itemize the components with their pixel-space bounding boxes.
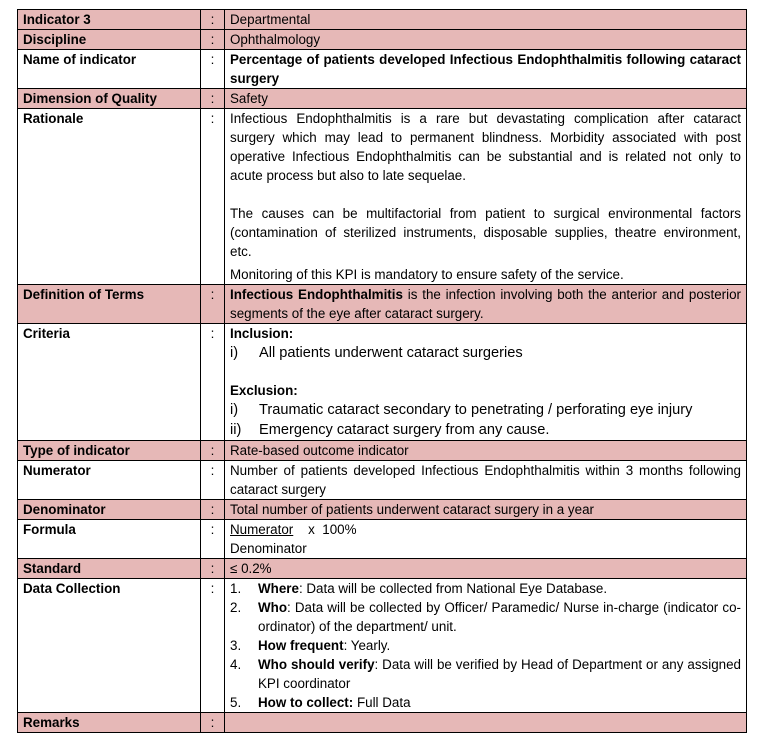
rationale-paragraph-2: The causes can be multifactorial from patient to surgical environmental factors (contamination of sterilized instruments, disposable supplies, theatre environment, etc.	[230, 206, 741, 259]
row-numerator	[18, 461, 747, 500]
data-collection-list	[230, 579, 741, 712]
dimension-label: Dimension of Quality	[18, 89, 201, 109]
separator: :	[201, 89, 225, 109]
criteria-value	[225, 324, 747, 441]
formula-numerator: Numerator	[230, 522, 294, 537]
data-collection-item: 3. How frequent: Yearly.	[230, 638, 391, 653]
definition-value	[225, 285, 747, 324]
row-denominator	[18, 500, 747, 520]
data-collection-value	[225, 579, 747, 713]
criteria-label: Criteria	[18, 324, 201, 441]
denominator-value: Total number of patients underwent cataract surgery in a year	[225, 500, 747, 520]
name-value: Percentage of patients developed Infectious Endophthalmitis following cataract surgery	[225, 50, 747, 89]
separator: :	[201, 559, 225, 579]
row-formula	[18, 520, 747, 559]
data-collection-label: Data Collection	[18, 579, 201, 713]
separator: :	[201, 441, 225, 461]
remarks-label: Remarks	[18, 713, 201, 733]
row-standard	[18, 559, 747, 579]
definition-text: is the infection involving both the anterior and posterior segments of the eye after cataract surgery.	[230, 287, 741, 321]
formula-label: Formula	[18, 520, 201, 559]
separator: :	[201, 109, 225, 285]
denominator-label: Denominator	[18, 500, 201, 520]
exclusion-item: i) Traumatic cataract secondary to penetrating / perforating eye injury	[230, 402, 693, 418]
numerator-value: Number of patients developed Infectious Endophthalmitis within 3 months following cataract surgery	[225, 461, 747, 500]
rationale-value	[225, 109, 747, 285]
row-type	[18, 441, 747, 461]
data-collection-item: 1. Where: Data will be collected from National Eye Database.	[230, 581, 608, 596]
rationale-paragraph-1: Infectious Endophthalmitis is a rare but devastating complication after cataract surgery which may lead to permanent blindness. Morbidity associated with post operative Infectious Endophthalmitis can be substantial and is related not only to acute process but also to late sequelae.	[230, 111, 741, 183]
indicator-label: Indicator 3	[18, 10, 201, 30]
exclusion-item: ii) Emergency cataract surgery from any cause.	[230, 422, 550, 438]
formula-value	[225, 520, 747, 559]
inclusion-item: i) All patients underwent cataract surgeries	[230, 345, 523, 361]
row-remarks	[18, 713, 747, 733]
separator: :	[201, 30, 225, 50]
separator: :	[201, 520, 225, 559]
discipline-value: Ophthalmology	[225, 30, 747, 50]
data-collection-item: 2. Who: Data will be collected by Officer/ Paramedic/ Nurse in-charge (indicator co-ordinator) of the department/ unit.	[230, 600, 741, 634]
formula-multiplier: x 100%	[308, 522, 357, 537]
row-criteria	[18, 324, 747, 441]
rationale-paragraph-3: Monitoring of this KPI is mandatory to ensure safety of the service.	[230, 267, 624, 282]
separator: :	[201, 324, 225, 441]
discipline-label: Discipline	[18, 30, 201, 50]
name-label: Name of indicator	[18, 50, 201, 89]
separator: :	[201, 500, 225, 520]
row-indicator	[18, 10, 747, 30]
separator: :	[201, 285, 225, 324]
standard-value: ≤ 0.2%	[225, 559, 747, 579]
formula-denominator: Denominator	[230, 541, 307, 556]
kpi-table	[17, 9, 747, 733]
row-definition	[18, 285, 747, 324]
row-rationale	[18, 109, 747, 285]
definition-term: Infectious Endophthalmitis	[230, 287, 403, 302]
type-label: Type of indicator	[18, 441, 201, 461]
separator: :	[201, 50, 225, 89]
dimension-value: Safety	[225, 89, 747, 109]
exclusion-heading: Exclusion:	[230, 383, 298, 398]
type-value: Rate-based outcome indicator	[225, 441, 747, 461]
data-collection-item: 4. Who should verify: Data will be verified by Head of Department or any assigned KPI coordinator	[230, 657, 741, 691]
definition-label: Definition of Terms	[18, 285, 201, 324]
numerator-label: Numerator	[18, 461, 201, 500]
separator: :	[201, 461, 225, 500]
row-dimension	[18, 89, 747, 109]
separator: :	[201, 713, 225, 733]
data-collection-item: 5. How to collect: Full Data	[230, 695, 411, 710]
separator: :	[201, 579, 225, 713]
rationale-label: Rationale	[18, 109, 201, 285]
standard-label: Standard	[18, 559, 201, 579]
row-data-collection	[18, 579, 747, 713]
indicator-value: Departmental	[225, 10, 747, 30]
remarks-value	[225, 713, 747, 733]
row-name	[18, 50, 747, 89]
separator: :	[201, 10, 225, 30]
inclusion-heading: Inclusion:	[230, 326, 294, 341]
row-discipline	[18, 30, 747, 50]
